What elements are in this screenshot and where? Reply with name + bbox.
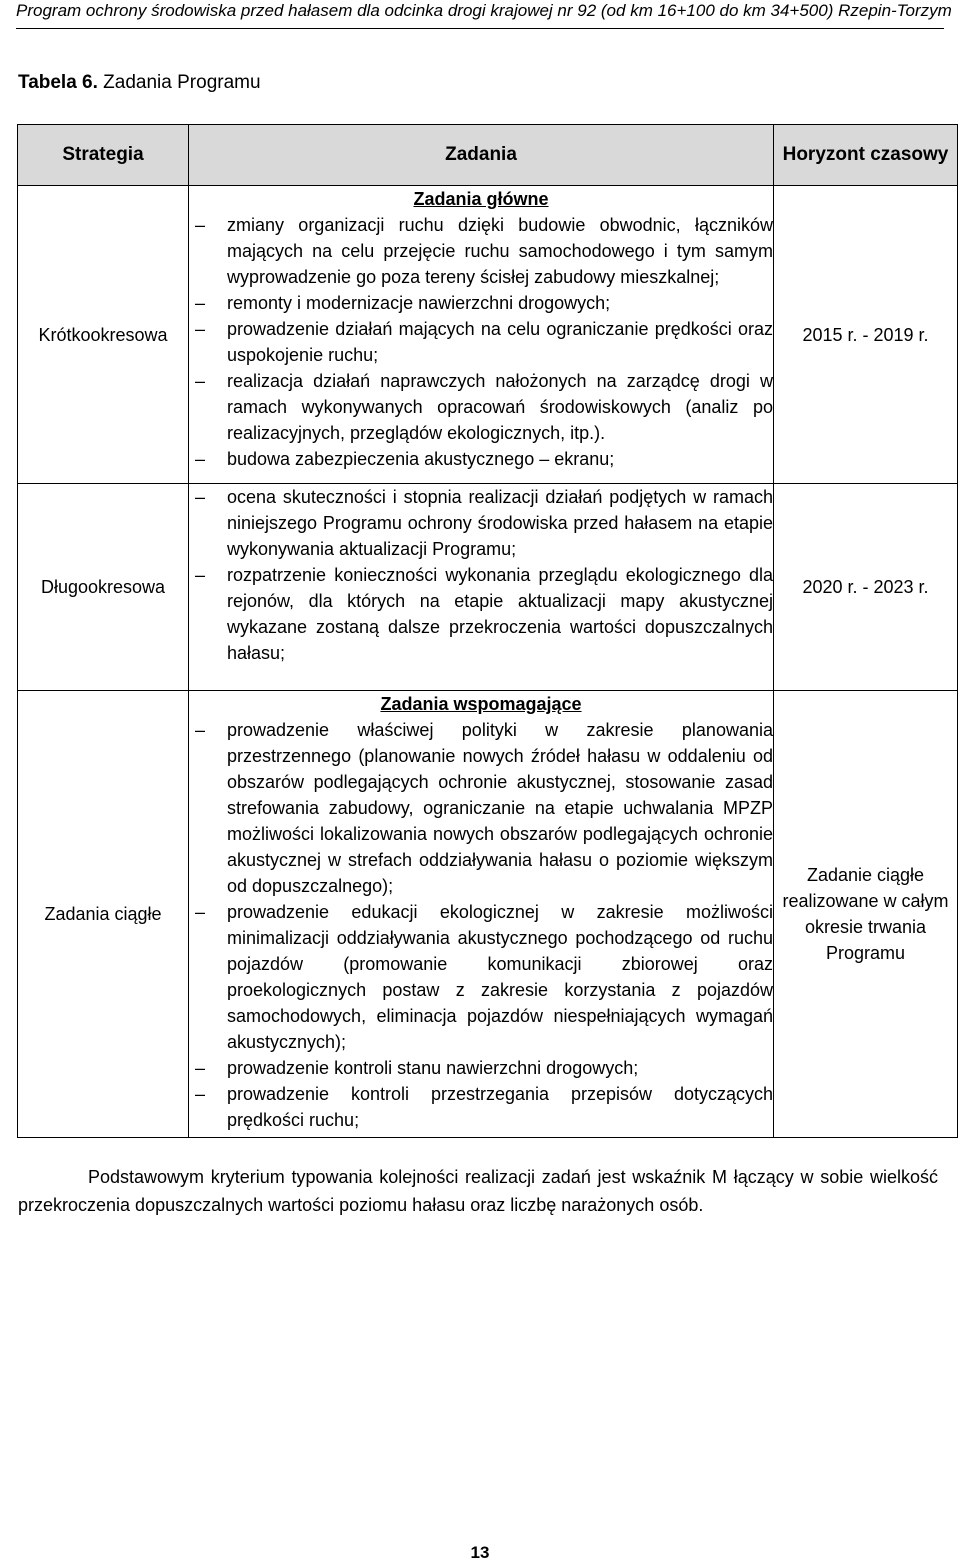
dash-bullet-icon: – [194, 720, 205, 740]
strategy-cell: Krótkookresowa [18, 186, 189, 484]
dash-bullet-icon: – [194, 319, 205, 339]
column-header-horizon: Horyzont czasowy [774, 125, 958, 186]
list-item: – budowa zabezpieczenia akustycznego – ekranu; [189, 446, 773, 472]
table-row-short-term [18, 186, 958, 484]
list-item: – prowadzenie edukacji ekologicznej w zakresie możliwości minimalizacji oddziaływania akustycznego pochodzącego od ruchu pojazdów (promowanie komunikacji zbiorowej oraz proekologicznych postaw z zakresie korzystania z pojazdów samochodowych, eliminacja pojazdów niespełniających wymagań akustycznych); [189, 899, 773, 1055]
page-number: 13 [470, 1543, 490, 1562]
table-row-continuous [18, 691, 958, 1138]
dash-bullet-icon: – [194, 1084, 205, 1104]
horizon-cell: Zadanie ciągłe realizowane w całym okresie trwania Programu [774, 691, 958, 1138]
list-item: – prowadzenie właściwej polityki w zakresie planowania przestrzennego (planowanie nowych źródeł hałasu w oddaleniu od obszarów podlegających ochronie akustycznej, stosowanie zasad strefowania zabudowy, ograniczanie na etapie uchwalania MPZP możliwości lokalizowania nowych obszarów podlegających ochronie akustycznej w strefach oddziaływania hałasu o poziomie większym od dopuszczalnego); [189, 717, 773, 899]
list-item: – rozpatrzenie konieczności wykonania przeglądu ekologicznego dla rejonów, dla których na etapie aktualizacji mapy akustycznej wykazane zostaną dalsze przekroczenia wartości dopuszczalnych hałasu; [189, 562, 773, 666]
section-heading-main: Zadania główne [413, 189, 549, 209]
task-list [189, 484, 773, 666]
task-list [189, 717, 773, 1133]
table-header-row [18, 125, 958, 186]
dash-bullet-icon: – [194, 1058, 205, 1078]
list-item: – remonty i modernizacje nawierzchni drogowych; [189, 290, 773, 316]
list-item: – prowadzenie działań mających na celu ograniczanie prędkości oraz uspokojenie ruchu; [189, 316, 773, 368]
dash-bullet-icon: – [194, 487, 205, 507]
table-caption-title: Zadania Programu [97, 72, 261, 93]
horizon-cell: 2020 r. - 2023 r. [774, 484, 958, 691]
list-item: – prowadzenie kontroli stanu nawierzchni drogowych; [189, 1055, 773, 1081]
tasks-table [17, 124, 958, 1138]
dash-bullet-icon: – [194, 449, 205, 469]
dash-bullet-icon: – [194, 565, 205, 585]
dash-bullet-icon: – [194, 902, 205, 922]
running-header: Program ochrony środowiska przed hałasem dla odcinka drogi krajowej nr 92 (od km 16+100 do km 34+500) Rzepin-Torzym [16, 0, 944, 29]
list-item: – prowadzenie kontroli przestrzegania przepisów dotyczących prędkości ruchu; [189, 1081, 773, 1133]
strategy-cell: Zadania ciągłe [18, 691, 189, 1138]
column-header-tasks: Zadania [189, 125, 774, 186]
table-caption [18, 71, 261, 95]
list-item: – ocena skuteczności i stopnia realizacji działań podjętych w ramach niniejszego Programu ochrony środowiska przed hałasem na etapie wykonywania aktualizacji Programu; [189, 484, 773, 562]
horizon-cell: 2015 r. - 2019 r. [774, 186, 958, 484]
dash-bullet-icon: – [194, 215, 205, 235]
tasks-cell [189, 484, 774, 691]
table-caption-label: Tabela 6. [18, 72, 98, 93]
body-paragraph: Podstawowym kryterium typowania kolejności realizacji zadań jest wskaźnik M łączący w sobie wielkość przekroczenia dopuszczalnych wartości poziomu hałasu oraz liczbę narażonych osób. [18, 1167, 938, 1215]
list-item: – zmiany organizacji ruchu dzięki budowie obwodnic, łączników mających na celu przejęcie ruchu samochodowego i tym samym wyprowadzenie go poza tereny ścisłej zabudowy mieszkalnej; [189, 212, 773, 290]
tasks-cell [189, 691, 774, 1138]
list-item: – realizacja działań naprawczych nałożonych na zarządcę drogi w ramach wykonywanych opracowań środowiskowych (analiz po realizacyjnych, przeglądów ekologicznych, itp.). [189, 368, 773, 446]
task-list [189, 212, 773, 472]
column-header-strategy: Strategia [18, 125, 189, 186]
section-heading-support: Zadania wspomagające [380, 694, 582, 714]
dash-bullet-icon: – [194, 371, 205, 391]
dash-bullet-icon: – [194, 293, 205, 313]
table-row-long-term [18, 484, 958, 691]
tasks-cell [189, 186, 774, 484]
strategy-cell: Długookresowa [18, 484, 189, 691]
